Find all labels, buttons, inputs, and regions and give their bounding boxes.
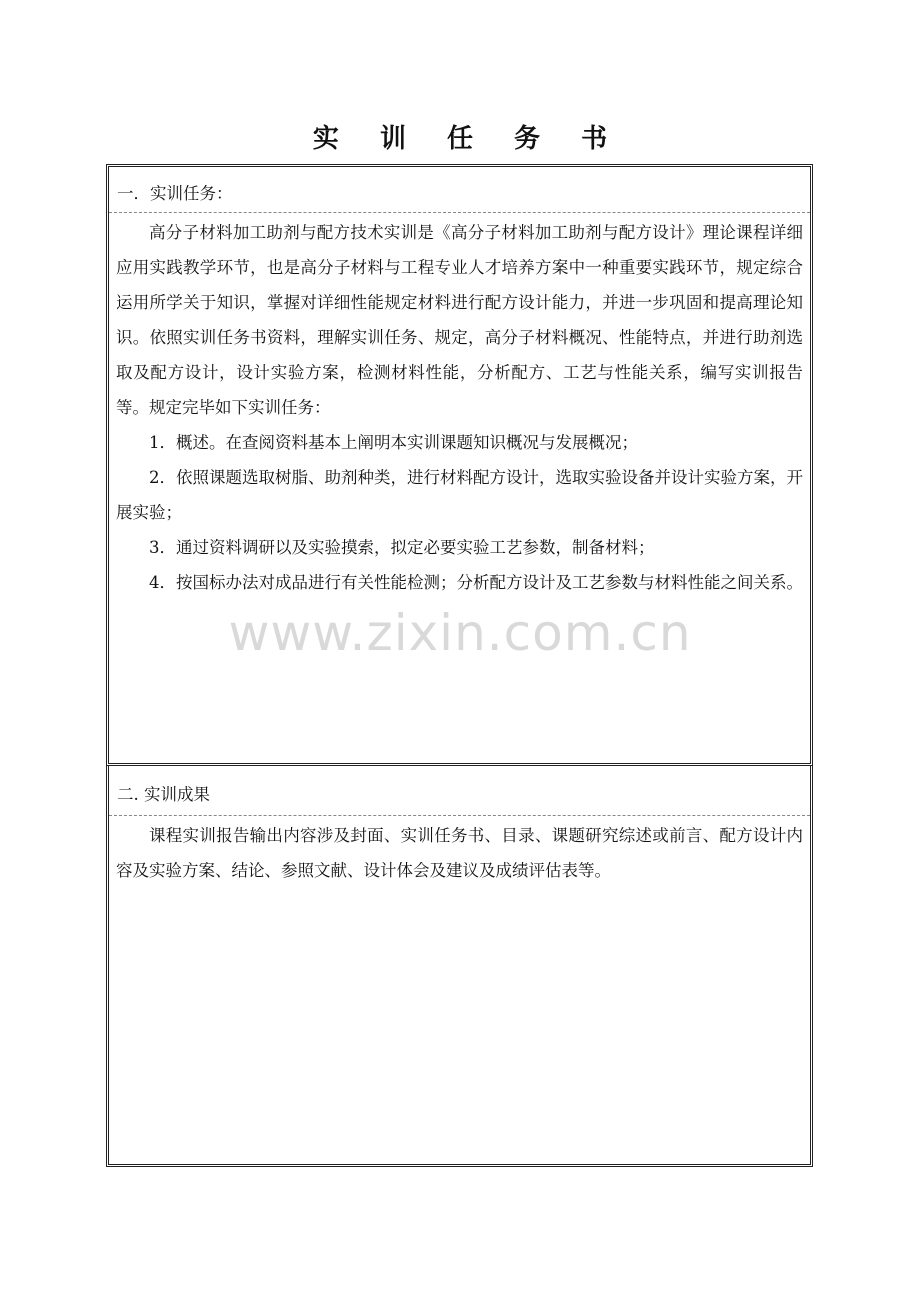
results-paragraph: 课程实训报告输出内容涉及封面、实训任务书、目录、课题研究综述或前言、配方设计内容及实验方案、结论、参照文献、设计体会及建议及成绩评估表等。 bbox=[116, 826, 803, 880]
task-section-body bbox=[109, 213, 810, 600]
document-title: 实 训 任 务 书 bbox=[312, 124, 624, 154]
task-item-3: 3．通过资料调研以及实验摸索，拟定必要实验工艺参数，制备材料； bbox=[149, 538, 655, 557]
task-item-4: 4．按国标办法对成品进行有关性能检测；分析配方设计及工艺参数与材料性能之间关系。 bbox=[149, 573, 803, 592]
task-paragraph-intro: 高分子材料加工助剂与配方技术实训是《高分子材料加工助剂与配方设计》理论课程详细应用实践教学环节，也是高分子材料与工程专业人才培养方案中一种重要实践环节，规定综合运用所学关于知识，掌握对详细性能规定材料进行配方设计能力，并进一步巩固和提高理论知识。依照实训任务书资料，理解实训任务、规定，高分子材料概况、性能特点，并进行助剂选取及配方设计，设计实验方案，检测材料性能，分析配方、工艺与性能关系，编写实训报告等。规定完毕如下实训任务： bbox=[116, 223, 803, 417]
task-item-1: 1．概述。在查阅资料基本上阐明本实训课题知识概况与发展概况； bbox=[149, 433, 638, 452]
results-section bbox=[106, 766, 813, 1167]
watermark-text: www.zixin.com.cn bbox=[228, 604, 692, 662]
task-section-header: 一．实训任务： bbox=[109, 167, 810, 213]
task-section bbox=[106, 164, 813, 766]
task-item-2: 2．依照课题选取树脂、助剂种类，进行材料配方设计，选取实验设备并设计实验方案，开展实验； bbox=[116, 468, 803, 522]
results-section-header: 二. 实训成果 bbox=[109, 766, 810, 816]
results-section-body bbox=[109, 816, 810, 888]
